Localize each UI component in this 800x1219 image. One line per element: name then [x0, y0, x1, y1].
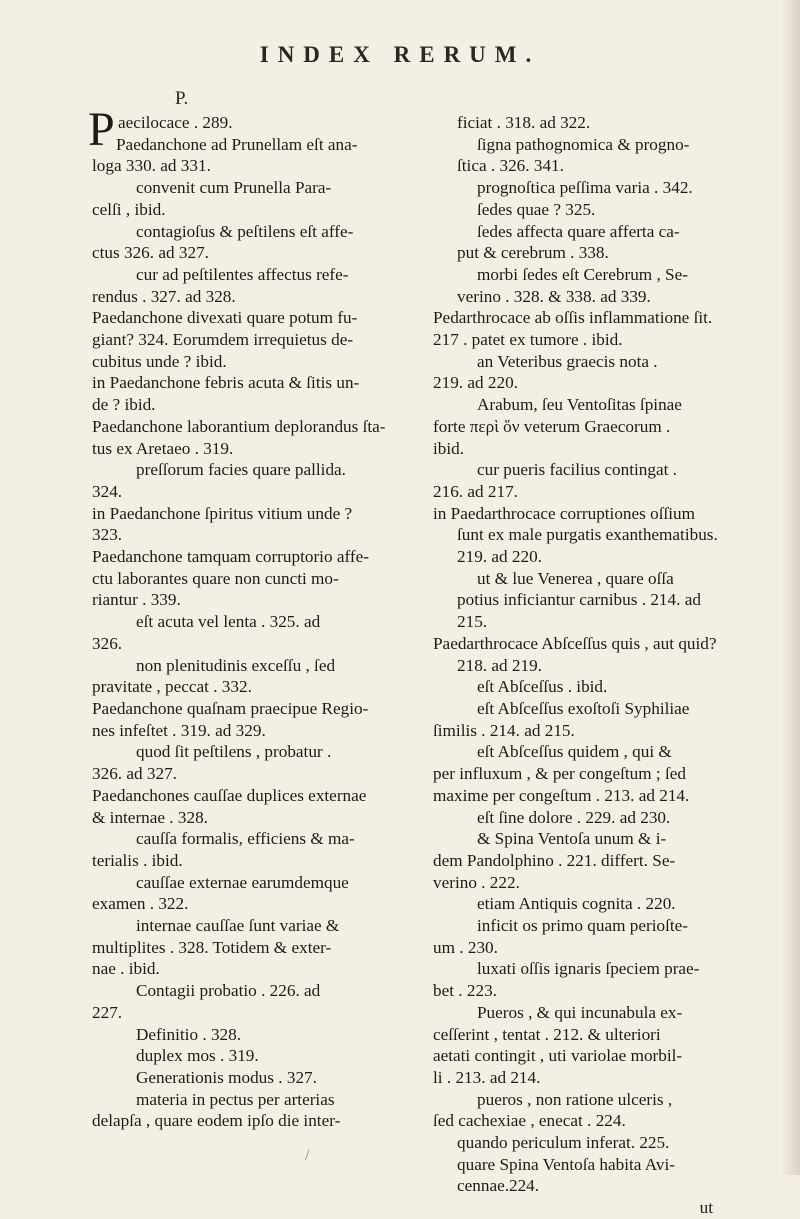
- index-entry: ſed cachexiae , enecat . 224.: [433, 1111, 626, 1131]
- index-entry: Paedarthrocace Abſceſſus quis , aut quid?: [433, 633, 717, 653]
- index-entry: 219. ad 220.: [433, 373, 518, 393]
- index-entry: li . 213. ad 214.: [433, 1067, 541, 1087]
- index-entry: pueros , non ratione ulceris ,: [477, 1089, 673, 1109]
- index-entry: in Paedanchone ſpiritus vitium unde ?: [92, 503, 353, 523]
- right-column: [433, 112, 753, 1219]
- index-entry: ſimilis . 214. ad 215.: [433, 720, 575, 740]
- index-entry: 326. ad 327.: [92, 764, 177, 784]
- index-entry: cur pueris facilius contingat .: [477, 460, 677, 480]
- index-entry: put & cerebrum . 338.: [457, 243, 609, 263]
- index-entry: & internae . 328.: [92, 807, 208, 827]
- index-entry: riantur . 339.: [92, 590, 181, 610]
- index-entry: eſt Abſceſſus quidem , qui &: [477, 742, 672, 762]
- index-entry: ſunt ex male purgatis exanthematibus.: [457, 525, 718, 545]
- index-entry: etiam Antiquis cognita . 220.: [477, 894, 676, 914]
- left-column: [88, 103, 410, 1132]
- index-entry: pravitate , peccat . 332.: [92, 677, 252, 697]
- index-entry: Generationis modus . 327.: [136, 1067, 317, 1087]
- index-entry: morbi ſedes eſt Cerebrum , Se-: [477, 264, 688, 284]
- index-entry: inficit os primo quam perioſte-: [477, 916, 688, 936]
- index-entry: Paedanchone divexati quare potum fu-: [92, 308, 358, 328]
- index-entry: per influxum , & per congeſtum ; ſed: [433, 764, 686, 784]
- index-entry: Definitio . 328.: [136, 1024, 242, 1044]
- index-entry: 324.: [92, 481, 123, 501]
- index-entry: eſt Abſceſſus . ibid.: [477, 677, 608, 697]
- index-entry: multiplites . 328. Totidem & exter-: [92, 937, 332, 957]
- index-entry: terialis . ibid.: [92, 850, 183, 870]
- index-entry: nae . ibid.: [92, 959, 160, 979]
- dropcap: P: [88, 103, 115, 156]
- index-entry: ficiat . 318. ad 322.: [457, 113, 591, 132]
- index-entry: cennae.224.: [457, 1176, 540, 1196]
- index-entry: celſi , ibid.: [92, 199, 166, 219]
- index-entry: dem Pandolphino . 221. differt. Se-: [433, 850, 676, 870]
- index-entry: 217 . patet ex tumore . ibid.: [433, 330, 623, 350]
- index-entry: ſtica . 326. 341.: [457, 156, 564, 176]
- index-entry: quando periculum inferat. 225.: [457, 1133, 670, 1153]
- page-edge-shadow: [782, 0, 800, 1175]
- index-entry: Paedanchone laborantium deplorandus ſta-: [92, 416, 386, 436]
- index-entry: Paedanchone quaſnam praecipue Regio-: [92, 698, 369, 718]
- index-entry: cubitus unde ? ibid.: [92, 351, 227, 371]
- index-entry: contagioſus & peſtilens eſt affe-: [136, 221, 354, 241]
- index-entry: ſedes quae ? 325.: [477, 199, 596, 219]
- index-entry: prognoſtica peſſima varia . 342.: [477, 178, 693, 198]
- index-entry: ctu laborantes quare non cuncti mo-: [92, 568, 339, 588]
- index-entry: verino . 328. & 338. ad 339.: [457, 286, 651, 306]
- index-entry: um . 230.: [433, 937, 498, 957]
- index-entry: Pueros , & qui incunabula ex-: [477, 1002, 683, 1022]
- index-entry: eſt Abſceſſus exoſtoſi Syphiliae: [477, 698, 690, 718]
- index-entry: in Paedarthrocace corruptiones oſſium: [433, 503, 696, 523]
- index-entry: an Veteribus graecis nota .: [477, 351, 658, 371]
- index-entry: Contagii probatio . 226. ad: [136, 981, 321, 1001]
- index-entry: preſſorum facies quare pallida.: [136, 460, 346, 480]
- index-entry: 227.: [92, 1002, 123, 1022]
- index-entry: 326.: [92, 633, 123, 653]
- index-entry: 323.: [92, 525, 123, 545]
- index-entry: maxime per congeſtum . 213. ad 214.: [433, 785, 690, 805]
- index-entry: ceſſerint , tentat . 212. & ulteriori: [433, 1024, 661, 1044]
- index-entry: 218. ad 219.: [457, 655, 542, 675]
- running-head: INDEX RERUM.: [259, 42, 541, 67]
- index-entry: 219. ad 220.: [457, 547, 542, 567]
- index-entry: verino . 222.: [433, 872, 520, 892]
- index-entry: rendus . 327. ad 328.: [92, 286, 236, 306]
- index-entry: cauſſae externae earumdemque: [136, 872, 349, 892]
- index-entry: 215.: [457, 612, 488, 632]
- index-entry: ctus 326. ad 327.: [92, 243, 209, 263]
- index-entry: cauſſa formalis, efficiens & ma-: [136, 829, 355, 849]
- index-entry: Pedarthrocace ab oſſis inflammatione ſit.: [433, 308, 713, 328]
- index-entry: delapſa , quare eodem ipſo die inter-: [92, 1111, 341, 1131]
- index-entry: ſedes affecta quare afferta ca-: [477, 221, 680, 241]
- index-entry: quod ſit peſtilens , probatur .: [136, 742, 332, 762]
- index-entry: quare Spina Ventoſa habita Avi-: [457, 1154, 675, 1174]
- index-entry: Paedanchones cauſſae duplices externae: [92, 785, 367, 805]
- index-entry: ibid.: [433, 438, 465, 458]
- index-entry: de ? ibid.: [92, 395, 156, 415]
- index-entry: internae cauſſae ſunt variae &: [136, 916, 340, 936]
- index-entry: nes infeſtet . 319. ad 329.: [92, 720, 266, 740]
- index-entry: giant? 324. Eorumdem irrequietus de-: [92, 330, 354, 350]
- index-entry: examen . 322.: [92, 894, 189, 914]
- index-entry: forte περὶ ὅν veterum Graecorum .: [433, 416, 671, 436]
- index-entry: convenit cum Prunella Para-: [136, 178, 332, 198]
- index-entry: materia in pectus per arterias: [136, 1089, 335, 1109]
- index-entry: P aecilocace . 289.: [88, 103, 233, 156]
- section-letter: P.: [175, 88, 189, 109]
- index-entry: duplex mos . 319.: [136, 1046, 259, 1066]
- index-entry: 216. ad 217.: [433, 481, 518, 501]
- index-entry: Paedanchone ad Prunellam eſt ana-: [116, 134, 358, 154]
- index-entry: eſt acuta vel lenta . 325. ad: [136, 612, 321, 632]
- footer-mark: /: [305, 1147, 310, 1164]
- index-entry: tus ex Aretaeo . 319.: [92, 438, 234, 458]
- index-entry: & Spina Ventoſa unum & i-: [477, 829, 667, 849]
- index-entry: in Paedanchone febris acuta & ſitis un-: [92, 373, 360, 393]
- index-entry: loga 330. ad 331.: [92, 156, 211, 176]
- index-entry: Paedanchone tamquam corruptorio affe-: [92, 547, 369, 567]
- catchword: ut: [699, 1198, 713, 1218]
- index-entry: luxati oſſis ignaris ſpeciem prae-: [477, 959, 700, 979]
- index-entry: cur ad peſtilentes affectus refe-: [136, 264, 349, 284]
- index-entry: Arabum, ſeu Ventoſitas ſpinae: [477, 395, 682, 415]
- index-entry: non plenitudinis exceſſu , ſed: [136, 655, 336, 675]
- index-entry: potius inficiantur carnibus . 214. ad: [457, 590, 701, 610]
- index-entry: eſt ſine dolore . 229. ad 230.: [477, 807, 671, 827]
- index-entry: aetati contingit , uti variolae morbil-: [433, 1046, 683, 1066]
- index-entry: bet . 223.: [433, 981, 497, 1001]
- index-entry: ſigna pathognomica & progno-: [477, 134, 690, 154]
- index-entry: ut & lue Venerea , quare oſſa: [477, 568, 674, 588]
